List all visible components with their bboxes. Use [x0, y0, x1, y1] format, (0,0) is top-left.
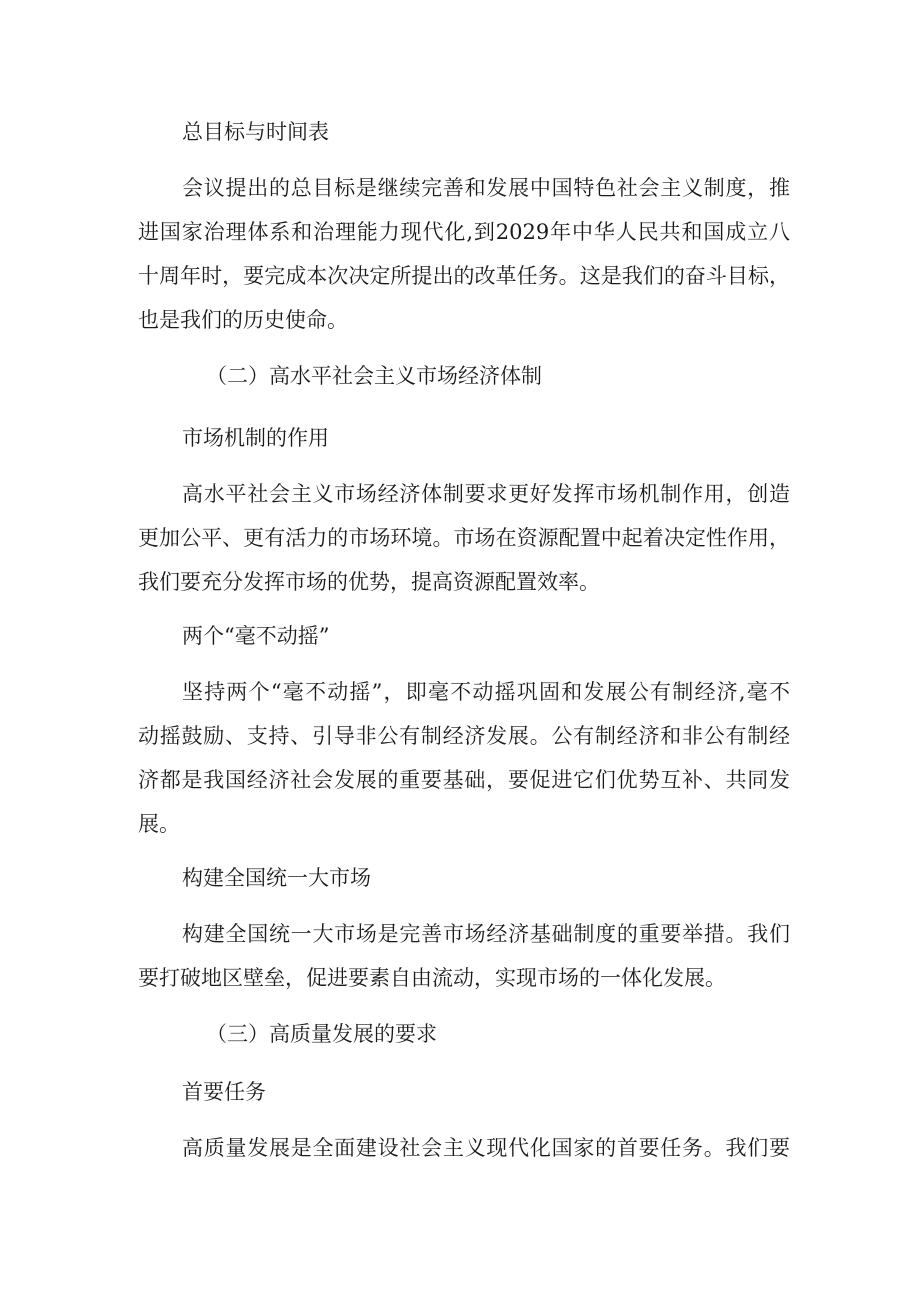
paragraph-line: 要打破地区壁垒，促进要素自由流动，实现市场的一体化发展。	[138, 966, 726, 990]
paragraph-line: 高水平社会主义市场经济体制要求更好发挥市场机制作用，创造	[182, 482, 790, 506]
section-heading-3: （三）高质量发展的要求	[206, 1022, 437, 1046]
paragraph-line: 更加公平、更有活力的市场环境。市场在资源配置中起着决定性作用，	[138, 526, 790, 550]
paragraph-line: 十周年时，要完成本次决定所提出的改革任务。这是我们的奋斗目标，	[138, 264, 790, 288]
paragraph-line: 动摇鼓励、支持、引导非公有制经济发展。公有制经济和非公有制经	[138, 724, 790, 748]
heading-primary-task: 首要任务	[182, 1080, 266, 1104]
paragraph-line: 构建全国统一大市场是完善市场经济基础制度的重要举措。我们	[182, 922, 790, 946]
heading-two-unwavering: 两个“毫不动摇”	[182, 624, 330, 648]
paragraph-line: 展。	[138, 812, 180, 836]
paragraph-line: 高质量发展是全面建设社会主义现代化国家的首要任务。我们要	[182, 1136, 790, 1160]
paragraph-line: 坚持两个“毫不动摇”，即毫不动摇巩固和发展公有制经济,毫不	[182, 680, 790, 704]
paragraph-line: 会议提出的总目标是继续完善和发展中国特色社会主义制度，推	[182, 176, 790, 200]
paragraph-line: 济都是我国经济社会发展的重要基础，要促进它们优势互补、共同发	[138, 768, 790, 792]
heading-overall-goal: 总目标与时间表	[182, 120, 329, 144]
paragraph-line: 进国家治理体系和治理能力现代化,到2029年中华人民共和国成立八	[138, 220, 790, 244]
heading-unified-market: 构建全国统一大市场	[182, 866, 371, 890]
paragraph-line: 也是我们的历史使命。	[138, 308, 348, 332]
section-heading-2: （二）高水平社会主义市场经济体制	[206, 364, 542, 388]
heading-market-mechanism: 市场机制的作用	[182, 426, 329, 450]
paragraph-line: 我们要充分发挥市场的优势，提高资源配置效率。	[138, 570, 600, 594]
